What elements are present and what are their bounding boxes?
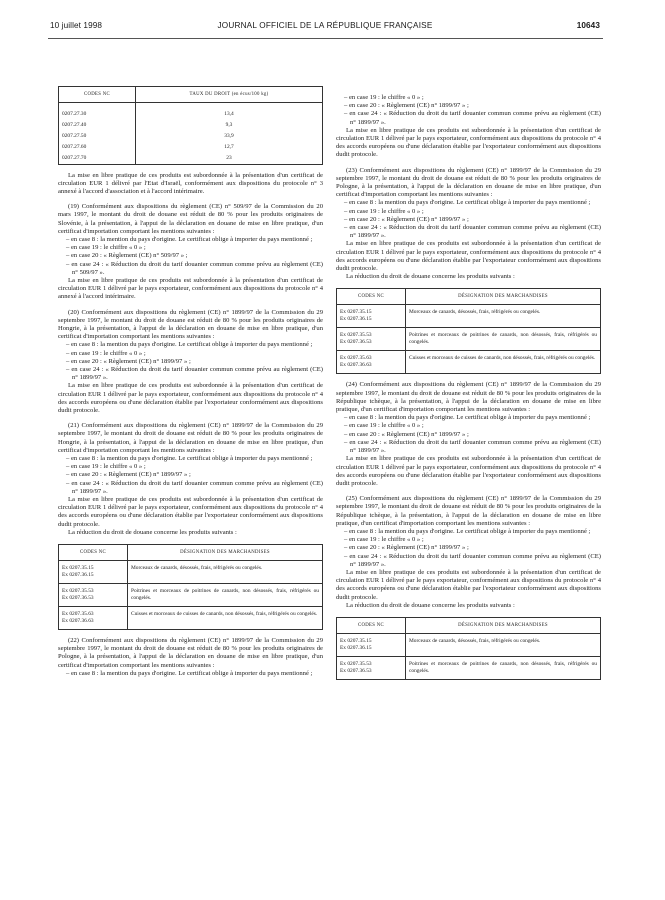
list-item: – en case 24 : « Réduction du droit du tarif douanier commun comme prévu au règlement (CE) n° 1899/97 ». <box>344 224 601 240</box>
mentions-list <box>58 455 323 496</box>
table-row <box>59 153 323 165</box>
mentions-list <box>336 94 601 127</box>
mentions-list <box>58 236 323 277</box>
table-header-row <box>337 289 601 305</box>
code-cell: Ex 0207.35.53 Ex 0207.36.53 <box>337 328 406 351</box>
list-item: – en case 19 : le chiffre « 0 » ; <box>66 349 146 357</box>
list-item: – en case 8 : la mention du pays d'origine. Le certificat oblige à importer du pays mentionné ; <box>344 527 591 535</box>
code-cell: 0207.27.60 <box>59 142 136 153</box>
code-cell: Ex 0207.35.15 Ex 0207.36.15 <box>337 633 406 656</box>
list-item: – en case 8 : la mention du pays d'origine. Le certificat oblige à importer du pays mentionné ; <box>66 341 313 349</box>
paragraph: La mise en libre pratique de ces produits est subordonnée à la présentation d'un certificat de circulation EUR 1 délivré par le pays exportateur, conformément aux dispositions du protocole n° 4 des accords européens ou d'une déclaration établie par l'exportateur conformément aux dispositions dudit protocole. <box>336 568 601 601</box>
products-table <box>336 617 601 680</box>
code-cell: 0207.27.40 <box>59 120 136 131</box>
list-item: – en case 19 : le chiffre « 0 » ; <box>344 422 424 430</box>
paragraph: La réduction du droit de douane concerne les produits suivants : <box>346 601 515 609</box>
paragraph: La mise en libre pratique de ces produits est subordonnée à la présentation d'un certificat de circulation EUR 1 délivré par le pays exportateur, conformément aux dispositions du protocole n° 4 des accords européens ou d'une déclaration établie par l'exportateur conformément aux dispositions dudit protocole. <box>336 455 601 487</box>
rate-table <box>58 86 323 165</box>
table-header-designation: DÉSIGNATION DES MARCHANDISES <box>406 617 601 633</box>
paragraph: La réduction du droit de douane concerne les produits suivants : <box>346 273 515 281</box>
paragraph-22: (22) Conformément aux dispositions du règlement (CE) n° 1899/97 de la Commission du 29 septembre 1997, le montant du droit de douane est réduit de 80 % pour les produits originaires de Pologne, à la présentation, à l'appui de la déclaration en douane de mise en libre pratique, d'un certificat d'importation comportant les mentions suivantes : <box>58 637 323 669</box>
mentions-list <box>336 414 601 455</box>
designation-cell: Cuisses et morceaux de cuisses de canards, non désossés, frais, réfrigérés ou congelés. <box>406 351 601 374</box>
list-item: – en case 8 : la mention du pays d'origine. Le certificat oblige à importer du pays mentionné ; <box>344 199 591 207</box>
rate-cell: 13,4 <box>136 109 323 120</box>
list-item: – en case 19 : le chiffre « 0 » ; <box>66 463 146 471</box>
mentions-list <box>336 199 601 240</box>
code-cell: Ex 0207.35.15 Ex 0207.36.15 <box>337 305 406 328</box>
list-item: – en case 20 : « Règlement (CE) n° 1899/97 » ; <box>66 471 191 479</box>
list-item: – en case 8 : la mention du pays d'origine. Le certificat oblige à importer du pays mentionné ; <box>66 669 313 677</box>
paragraph: La mise en libre pratique de ces produits est subordonnée à la présentation d'un certificat de circulation EUR 1 délivré par le pays exportateur, conformément aux dispositions du protocole n° 4 annexé à l'accord intérimaire. <box>58 276 323 301</box>
designation-cell: Morceaux de canards, désossés, frais, réfrigérés ou congelés. <box>406 305 601 328</box>
rate-cell: 12,7 <box>136 142 323 153</box>
paragraph-25: (25) Conformément aux dispositions du règlement (CE) n° 1899/97 de la Commission du 29 septembre 1997, le montant du droit de douane est réduit de 80 % pour les produits originaires de la République tchèque, à la présentation, à l'appui de la déclaration en douane de mise en libre pratique, d'un certificat d'importation comportant les mentions suivantes : <box>336 495 601 527</box>
table-row <box>59 142 323 153</box>
list-item: – en case 8 : la mention du pays d'origine. Le certificat oblige à importer du pays mentionné ; <box>344 414 591 422</box>
rate-cell: 33,9 <box>136 131 323 142</box>
code-cell: Ex 0207.35.15 Ex 0207.36.15 <box>59 561 128 584</box>
list-item: – en case 24 : « Réduction du droit du tarif douanier commun comme prévu au règlement (CE) n° 509/97 ». <box>66 260 323 276</box>
page-number: 10643 <box>576 21 600 30</box>
table-row <box>337 633 601 656</box>
paragraph: La réduction du droit de douane concerne les produits suivants : <box>68 528 237 536</box>
table-header-codes: CODES NC <box>59 87 136 103</box>
list-item: – en case 19 : le chiffre « 0 » ; <box>344 207 424 215</box>
list-item: – en case 24 : « Réduction du droit du tarif douanier commun comme prévu au règlement (CE) n° 1899/97 ». <box>66 479 323 495</box>
list-item: – en case 20 : « Règlement (CE) n° 1899/97 » ; <box>66 357 191 365</box>
code-cell: Ex 0207.35.53 Ex 0207.36.53 <box>59 584 128 607</box>
header-rule <box>48 38 603 39</box>
code-cell: 0207.27.30 <box>59 109 136 120</box>
list-item: – en case 19 : le chiffre « 0 » ; <box>344 536 424 544</box>
list-item: – en case 24 : « Réduction du droit du tarif douanier commun comme prévu au règlement (CE) n° 1899/97 ». <box>344 438 601 455</box>
code-cell: 0207.27.50 <box>59 131 136 142</box>
list-item: – en case 24 : « Réduction du droit du tarif douanier commun comme prévu au règlement (CE) n° 1899/97 ». <box>344 110 601 126</box>
list-item: – en case 20 : « Règlement (CE) n° 1899/97 » ; <box>344 544 469 552</box>
table-row <box>337 351 601 374</box>
table-row <box>59 120 323 131</box>
table-header-row <box>59 545 323 561</box>
table-header-codes: CODES NC <box>59 545 128 561</box>
mentions-list <box>58 341 323 382</box>
paragraph: La mise en libre pratique de ces produits est subordonnée à la présentation d'un certificat de circulation EUR 1 délivré par le pays exportateur, conformément aux dispositions du protocole n° 4 des accords européens ou d'une déclaration établie par l'exportateur conformément aux dispositions dudit protocole. <box>58 496 323 528</box>
paragraph: La mise en libre pratique de ces produits est subordonnée à la présentation d'un certificat de circulation EUR 1 délivré par le pays exportateur, conformément aux dispositions du protocole n° 4 des accords européens ou d'une déclaration établie par l'exportateur conformément aux dispositions dudit protocole. <box>336 126 601 159</box>
table-row <box>59 109 323 120</box>
list-item: – en case 20 : « Règlement (CE) n° 1899/97 » ; <box>344 430 469 438</box>
table-header-designation: DÉSIGNATION DES MARCHANDISES <box>128 545 323 561</box>
rate-cell: 9,3 <box>136 120 323 131</box>
designation-cell: Morceaux de canards, désossés, frais, réfrigérés ou congelés. <box>128 561 323 584</box>
paragraph-24: (24) Conformément aux dispositions du règlement (CE) n° 1899/97 de la Commission du 29 septembre 1997, le montant du droit de douane est réduit de 80 % pour les produits originaires de la République tchèque, à la présentation, à l'appui de la déclaration en douane de mise en libre pratique, d'un certificat d'importation comportant les mentions suivantes : <box>336 381 601 414</box>
list-item: – en case 24 : « Réduction du droit du tarif douanier commun comme prévu au règlement (CE) n° 1899/97 ». <box>66 365 323 382</box>
paragraph: La mise en libre pratique de ces produits est subordonnée à la présentation d'un certificat de circulation EUR 1 délivré par le pays exportateur, conformément aux dispositions du protocole n° 4 des accords européens ou d'une déclaration établie par l'exportateur conformément aux dispositions dudit protocole. <box>336 240 601 273</box>
table-row <box>59 607 323 630</box>
right-column <box>336 94 601 680</box>
designation-cell: Poitrines et morceaux de poitrines de canards, non désossés, frais, réfrigérés ou congelés. <box>406 656 601 679</box>
paragraph: La mise en libre pratique de ces produits est subordonnée à la présentation d'un certificat de circulation EUR 1 délivré par l'Etat d'Israël, conformément aux dispositions du protocole n° 3 annexé à l'accord d'association et à l'accord intérimaire. <box>58 171 323 195</box>
code-cell: 0207.27.70 <box>59 153 136 165</box>
table-row <box>59 131 323 142</box>
list-item: – en case 20 : « Règlement (CE) n° 509/97 » ; <box>66 252 188 260</box>
table-row <box>337 656 601 679</box>
rate-cell: 23 <box>136 153 323 165</box>
code-cell: Ex 0207.35.53 Ex 0207.36.53 <box>337 656 406 679</box>
list-item: – en case 24 : « Réduction du droit du tarif douanier commun comme prévu au règlement (CE) n° 1899/97 ». <box>344 552 601 568</box>
paragraph-23: (23) Conformément aux dispositions du règlement (CE) n° 1899/97 de la Commission du 29 septembre 1997, le montant du droit de douane est réduit de 80 % pour les produits originaires de Pologne, à la présentation, à l'appui de la déclaration en douane de mise en libre pratique, d'un certificat d'importation comportant les mentions suivantes : <box>336 166 601 199</box>
table-header-rate: TAUX DU DROIT (en écus/100 kg) <box>136 87 323 103</box>
table-row <box>59 584 323 607</box>
mentions-list <box>336 528 601 569</box>
designation-cell: Cuisses et morceaux de cuisses de canards, non désossés, frais, réfrigérés ou congelés. <box>128 607 323 630</box>
list-item: – en case 8 : la mention du pays d'origine. Le certificat oblige à importer du pays mentionné ; <box>66 235 313 243</box>
designation-cell: Morceaux de canards, désossés, frais, réfrigérés ou congelés. <box>406 633 601 656</box>
table-row <box>337 328 601 351</box>
paragraph-20: (20) Conformément aux dispositions du règlement (CE) n° 1899/97 de la Commission du 29 septembre 1997, le montant du droit de douane est réduit de 80 % pour les produits originaires de Hongrie, à la présentation, à l'appui de la déclaration en douane de mise en libre pratique, d'un certificat d'importation comportant les mentions suivantes : <box>58 308 323 341</box>
designation-cell: Poitrines et morceaux de poitrines de canards, non désossés, frais, réfrigérés ou congelés. <box>128 584 323 607</box>
left-column <box>58 86 323 678</box>
paragraph-21: (21) Conformément aux dispositions du règlement (CE) n° 1899/97 de la Commission du 29 septembre 1997, le montant du droit de douane est réduit de 80 % pour les produits originaires de Hongrie, à la présentation, à l'appui de la déclaration en douane de mise en libre pratique, d'un certificat d'importation comportant les mentions suivantes : <box>58 422 323 454</box>
table-row <box>337 305 601 328</box>
table-header-designation: DÉSIGNATION DES MARCHANDISES <box>406 289 601 305</box>
header-title: JOURNAL OFFICIEL DE LA RÉPUBLIQUE FRANÇAISE <box>217 21 433 30</box>
designation-cell: Poitrines et morceaux de poitrines de canards, non désossés, frais, réfrigérés ou congelés. <box>406 328 601 351</box>
list-item: – en case 20 : « Règlement (CE) n° 1899/97 » ; <box>344 102 469 110</box>
list-item: – en case 20 : « Règlement (CE) n° 1899/97 » ; <box>344 215 469 223</box>
table-header-codes: CODES NC <box>337 617 406 633</box>
products-table <box>58 544 323 630</box>
products-table <box>336 288 601 374</box>
table-header-codes: CODES NC <box>337 289 406 305</box>
table-header-row <box>337 617 601 633</box>
header-date: 10 juillet 1998 <box>50 21 103 30</box>
paragraph: La mise en libre pratique de ces produits est subordonnée à la présentation d'un certificat de circulation EUR 1 délivré par le pays exportateur, conformément aux dispositions du protocole n° 4 des accords européens ou d'une déclaration établie par l'exportateur conformément aux dispositions dudit protocole. <box>58 382 323 414</box>
list-item: – en case 19 : le chiffre « 0 » ; <box>344 94 424 101</box>
mentions-list <box>58 670 323 678</box>
table-row <box>59 561 323 584</box>
table-header-row <box>59 87 323 103</box>
page-header <box>50 21 600 35</box>
paragraph-19: (19) Conformément aux dispositions du règlement (CE) n° 509/97 de la Commission du 20 mars 1997, le montant du droit de douane est réduit de 80 % pour les produits originaires de Slovénie, à la présentation, à l'appui de la déclaration en douane de mise en libre pratique, d'un certificat d'importation comportant les mentions suivantes : <box>58 203 323 235</box>
list-item: – en case 8 : la mention du pays d'origine. Le certificat oblige à importer du pays mentionné ; <box>66 455 313 462</box>
code-cell: Ex 0207.35.63 Ex 0207.36.63 <box>59 607 128 630</box>
code-cell: Ex 0207.35.63 Ex 0207.36.63 <box>337 351 406 374</box>
list-item: – en case 19 : le chiffre « 0 » ; <box>66 244 146 252</box>
